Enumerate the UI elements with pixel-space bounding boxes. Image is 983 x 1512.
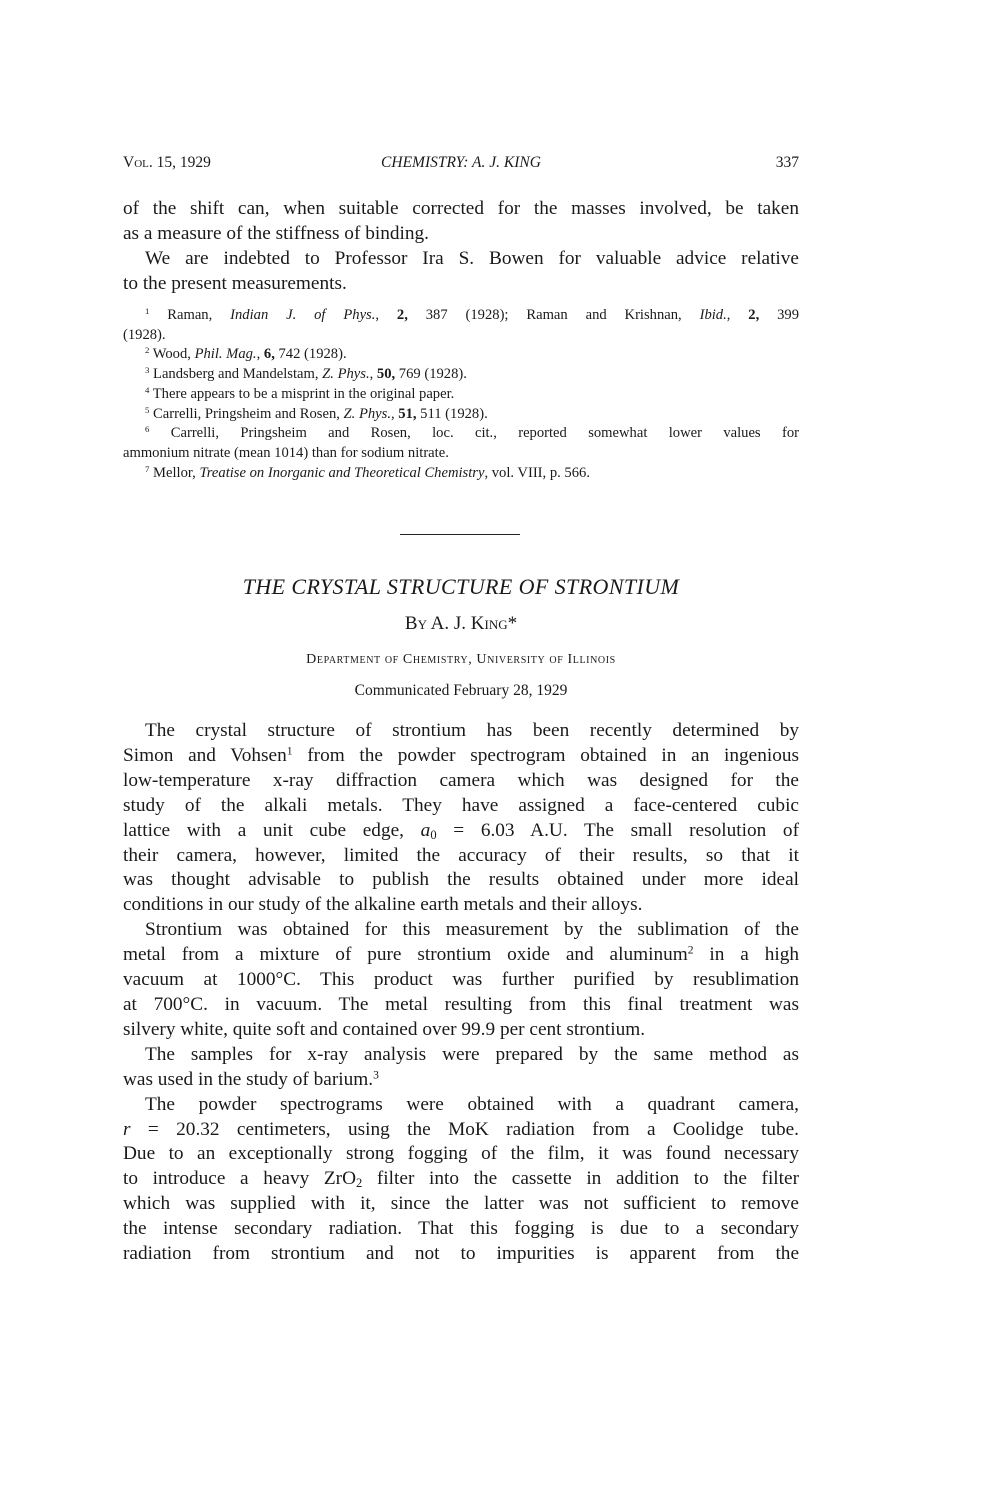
footnote-number: 5	[145, 404, 150, 415]
acknowledgment-line: We are indebted to Professor Ira S. Bowen for valuable advice relative	[145, 247, 799, 269]
footnote-number: 7	[145, 463, 150, 474]
footnote-6: $^6$ Carrelli, Pringsheim and Rosen, loc. cit., reported somewhat lower values for ammonium nitrate (mean 1014) than for sodium nitrate.	[123, 424, 799, 461]
citation-ref: 2	[687, 943, 694, 957]
footnote-3: $^3$ Landsberg and Mandelstam, Z. Phys., 50, 769 (1928).	[145, 365, 467, 383]
citation-ref: 1	[286, 744, 293, 758]
page-number: 337	[775, 154, 799, 171]
volume-info: Vol. 15, 1929	[123, 154, 211, 171]
footnote-7: $^7$ Mellor, Treatise on Inorganic and Theoretical Chemistry, vol. VIII, p. 566.	[145, 463, 590, 481]
text-line: of the shift can, when suitable corrected for the masses involved, be taken	[123, 198, 799, 219]
footnote-1: $^1$ Raman, Indian J. of Phys., 2, 387 (1928); Raman and Krishnan, Ibid., 2, 399 (1928).	[123, 306, 800, 343]
footnote-number: 6	[145, 424, 150, 435]
citation-ref: 3	[373, 1068, 379, 1082]
paragraph-3: The samples for x-ray analysis were prepared by the same method as was used in the study of barium.$^3$	[123, 1043, 799, 1090]
footnote-number: 3	[145, 365, 150, 376]
text-line: as a measure of the stiffness of binding.	[123, 222, 429, 244]
footnote-number: 4	[145, 385, 150, 395]
article-title: THE CRYSTAL STRUCTURE OF STRONTIUM	[242, 574, 680, 599]
article-body	[123, 719, 799, 1267]
footnote-5: $^5$ Carrelli, Pringsheim and Rosen, Z. Phys., 51, 511 (1928).	[145, 404, 488, 422]
paragraph-2: Strontium was obtained for this measurement by the sublimation of the metal from a mixture of pure strontium oxide and aluminum$^2$ in a high vacuum at 1000°C. This product was further purified by resublimation at 700°C. in vacuum. The metal resulting from this final treatment was silvery white, quite soft and contained over 99.9 per cent strontium.	[123, 919, 799, 1040]
running-header	[123, 154, 799, 178]
paragraph-4: The powder spectrograms were obtained with a quadrant camera, r = 20.32 centimeters, using the MoK radiation from a Coolidge tube. Due to an exceptionally strong fogging of the film, it was found necessary to introduce a heavy ZrO$_2$ filter into the cassette in addition to the filter which was supplied with it, since the latter was not sufficient to remove the intense secondary radiation. That this fogging is due to a secondary radiation from strontium and not to impurities is apparent from the	[123, 1093, 800, 1265]
section-divider	[400, 534, 520, 535]
continued-text	[123, 197, 799, 297]
footnote-4: $^4$ There appears to be a misprint in the original paper.	[145, 385, 455, 402]
footnote-number: 1	[145, 306, 150, 317]
author-byline: By A. J. King*	[404, 613, 518, 634]
paragraph-1: The crystal structure of strontium has been recently determined by Simon and Vohsen$^1$ from the powder spectrogram obtained in an ingenious low-temperature x-ray diffraction camera which was designed for the study of the alkali metals. They have assigned a face-centered cubic lattice with a unit cube edge, $a_0 = 6.03$ A.U. The small resolution of their camera, however, limited the accuracy of their results, so that it was thought advisable to publish the results obtained under more ideal conditions in our study of the alkaline earth metals and their alloys.	[123, 720, 799, 916]
footnotes	[123, 306, 799, 483]
author-affiliation: Department of Chemistry, University of Illinois	[306, 652, 616, 667]
acknowledgment-line: to the present measurements.	[123, 272, 347, 294]
footnote-number: 2	[145, 345, 150, 356]
communicated-date: Communicated February 28, 1929	[354, 682, 568, 699]
running-title: CHEMISTRY: A. J. KING	[381, 154, 541, 171]
footnote-2: $^2$ Wood, Phil. Mag., 6, 742 (1928).	[145, 345, 347, 363]
